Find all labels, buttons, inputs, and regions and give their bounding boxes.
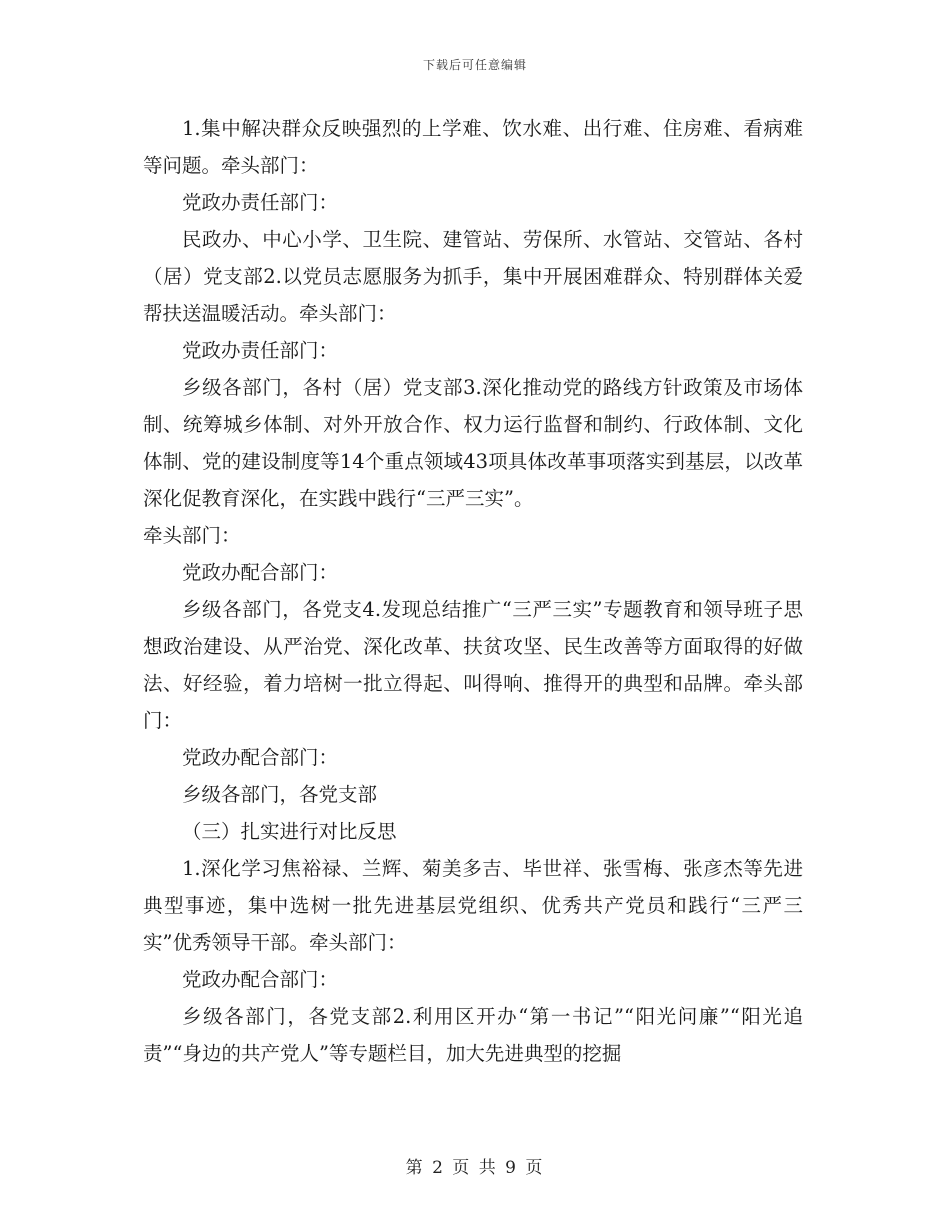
- paragraph-5: 乡级各部门，各村（居）党支部3.深化推动党的路线方针政策及市场体制、统筹城乡体制、对外开放合作、权力运行监督和制约、行政体制、文化体制、党的建设制度等14个重点领域43项具体改革事项落实到基层，以改革深化促教育深化，在实践中践行“三严三实”。: [143, 376, 803, 510]
- paragraph-7: 党政办配合部门：: [182, 561, 339, 584]
- page-header: 下载后可任意编辑: [422, 58, 527, 72]
- section-heading: （三）扎实进行对比反思: [182, 820, 397, 843]
- paragraph-12: 1.深化学习焦裕禄、兰辉、菊美多吉、毕世祥、张雪梅、张彦杰等先进典型事迹，集中选树一批先进基层党组织、优秀共产党员和践行“三严三实”优秀领导干部。牵头部门：: [143, 857, 803, 954]
- page-footer: 第 2 页 共 9 页: [405, 1158, 545, 1178]
- paragraph-4: 党政办责任部门：: [182, 339, 339, 362]
- paragraph-1: 1.集中解决群众反映强烈的上学难、饮水难、出行难、住房难、看病难等问题。牵头部门：: [143, 117, 803, 177]
- paragraph-9: 党政办配合部门：: [182, 746, 339, 769]
- paragraph-14: 乡级各部门，各党支部2.利用区开办“第一书记”“阳光问廉”“阳光追责”“身边的共产党人”等专题栏目，加大先进典型的挖掘: [143, 1005, 803, 1065]
- paragraph-2: 党政办责任部门：: [182, 191, 339, 214]
- paragraph-3: 民政办、中心小学、卫生院、建管站、劳保所、水管站、交管站、各村（居）党支部2.以党员志愿服务为抓手，集中开展困难群众、特别群体关爱帮扶送温暖活动。牵头部门：: [143, 228, 803, 325]
- paragraph-6: 牵头部门：: [143, 524, 241, 547]
- paragraph-10: 乡级各部门，各党支部: [182, 783, 378, 806]
- paragraph-13: 党政办配合部门：: [182, 968, 339, 991]
- paragraph-8: 乡级各部门，各党支4.发现总结推广“三严三实”专题教育和领导班子思想政治建设、从严治党、深化改革、扶贫攻坚、民生改善等方面取得的好做法、好经验，着力培树一批立得起、叫得响、推得开的典型和品牌。牵头部门：: [143, 598, 803, 732]
- document-body: [143, 110, 803, 1072]
